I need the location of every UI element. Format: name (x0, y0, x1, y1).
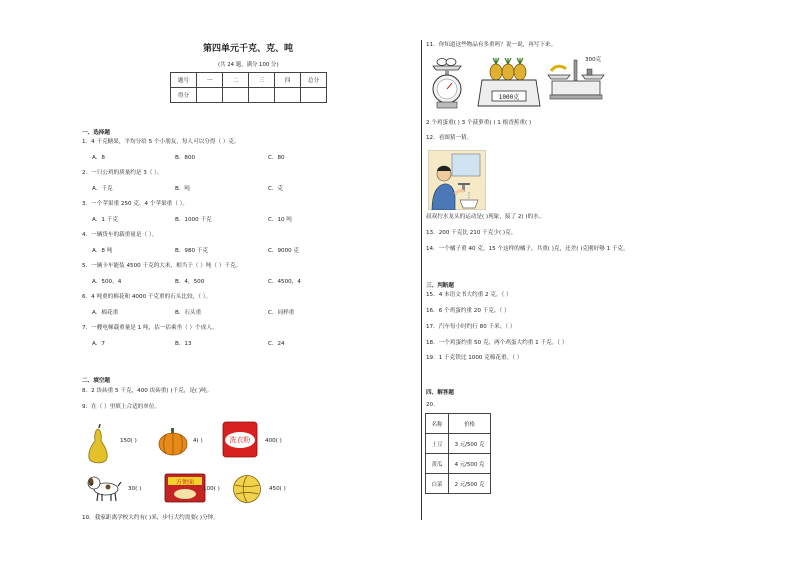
q9-blank-noodle[interactable]: 100( ) (203, 486, 220, 492)
scale-display-value: 1000克 (498, 94, 520, 101)
question-12: 12．看图猜一猜。 (426, 135, 473, 141)
banana-icon (551, 66, 566, 71)
score-input-cell[interactable] (249, 88, 275, 103)
instant-noodle-icon (164, 473, 206, 503)
page-title: 第四单元千克、克、吨 (203, 44, 294, 54)
price-table (425, 413, 491, 494)
price-item-name: 黄瓜 (426, 454, 449, 474)
spring-scale-eggs-icon (428, 55, 466, 110)
score-header-cell: 二 (223, 73, 249, 88)
table-row (426, 434, 491, 454)
q5-option-a[interactable]: A．500，4 (92, 279, 122, 285)
question-10: 10．我家距离学校大约有( )米，步行大约需要( )分钟。 (82, 515, 219, 521)
table-row (426, 454, 491, 474)
question-3: 3．一个苹果重 250 克，4 个苹果重（ ）。 (82, 201, 189, 207)
question-5: 5．一辆卡车能装 4500 千克的大米，相当于（ ）吨（ ）千克。 (82, 263, 242, 269)
q6-option-c[interactable]: C．同样重 (268, 310, 295, 316)
section-fill-heading: 二、填空题 (82, 378, 110, 384)
question-9: 9．在（ ）里填上合适的单位。 (82, 404, 161, 410)
price-item-value: 2 元/500 克 (449, 474, 491, 494)
question-14: 14．一个橘子重 40 克，15 个这样的橘子，共重( )克，还差( )克刚好够 1 千克。 (426, 246, 629, 252)
score-input-cell[interactable] (197, 88, 223, 103)
q2-option-c[interactable]: C．克 (268, 186, 284, 192)
electronic-scale-pineapples-icon (476, 58, 541, 110)
q9-blank-volleyball[interactable]: 450( ) (269, 486, 286, 492)
q9-blank-dog[interactable]: 30( ) (128, 486, 142, 492)
question-2: 2．一只公鸡的质量约是 3（ ）。 (82, 170, 163, 176)
q3-option-a[interactable]: A．1 千克 (92, 217, 118, 223)
price-table-header-row (426, 414, 491, 434)
q6-option-b[interactable]: B．石头重 (175, 310, 202, 316)
q4-option-a[interactable]: A．8 吨 (92, 248, 113, 254)
score-input-cell[interactable] (301, 88, 327, 103)
page-subtitle: (共 24 题，满分 100 分) (218, 62, 279, 68)
q7-option-b[interactable]: B．13 (175, 341, 192, 347)
q9-blank-detergent[interactable]: 400( ) (265, 438, 282, 444)
price-item-value: 4 元/500 克 (449, 454, 491, 474)
question-1: 1．4 千克糖果，平均分给 5 个小朋友，每人可以分得（ ）克。 (82, 139, 240, 145)
section-solve-heading: 四、解答题 (426, 390, 454, 396)
question-13: 13．200 千克比 210 千克少( )克。 (426, 230, 517, 236)
score-header-cell: 总分 (301, 73, 327, 88)
score-header-cell: 四 (275, 73, 301, 88)
score-table-header-row (171, 73, 327, 88)
table-row (426, 474, 491, 494)
pumpkin-icon (158, 428, 188, 456)
detergent-bag-icon (220, 420, 260, 460)
price-item-value: 3 元/500 克 (449, 434, 491, 454)
weight-icon (587, 69, 592, 75)
score-header-cell: 一 (197, 73, 223, 88)
q1-option-b[interactable]: B．800 (175, 155, 196, 161)
score-table (170, 72, 327, 103)
q7-option-c[interactable]: C．24 (268, 341, 285, 347)
pear-icon (86, 424, 110, 466)
question-17: 17．汽车每小时约行 80 千米。（ ） (426, 324, 516, 330)
question-11: 11．你知道这些物品有多重吗？说一说，再写下来。 (426, 42, 557, 48)
question-18: 18．一个鸡蛋约重 50 克，两个鸡蛋大约重 1 千克。（ ） (426, 340, 568, 346)
score-header-cell: 题号 (171, 73, 197, 88)
section-judge-heading: 三、判断题 (426, 283, 454, 289)
q3-option-c[interactable]: C．10 吨 (268, 217, 292, 223)
q1-option-c[interactable]: C．80 (268, 155, 285, 161)
noodle-label: 方便面 (175, 479, 195, 486)
balance-weight-label: 300克 (585, 57, 602, 63)
price-item-name: 白菜 (426, 474, 449, 494)
price-header-price: 价格 (449, 414, 491, 434)
score-row-label: 得分 (171, 88, 197, 103)
column-divider (421, 40, 422, 520)
score-header-cell: 三 (249, 73, 275, 88)
question-7: 7．一艘电梯载重量是 1 吨，估一估乘坐（ ）个成人。 (82, 325, 218, 331)
q7-option-a[interactable]: A．7 (92, 341, 105, 347)
q5-option-b[interactable]: B．4，500 (175, 279, 205, 285)
q4-option-b[interactable]: B．980 千克 (175, 248, 209, 254)
score-input-cell[interactable] (275, 88, 301, 103)
question-6: 6．4 吨重的棉花和 4000 千克重的石头比较，（ ）。 (82, 294, 212, 300)
q6-option-a[interactable]: A．棉花重 (92, 310, 119, 316)
q5-option-c[interactable]: C．4500，4 (268, 279, 301, 285)
q3-option-b[interactable]: B．1000 千克 (175, 217, 212, 223)
volleyball-icon (232, 474, 262, 504)
price-item-name: 土豆 (426, 434, 449, 454)
score-table-score-row (171, 88, 327, 103)
question-15: 15．4 本语文书大约重 2 克。（ ） (426, 292, 512, 298)
question-12-text: 叔叔拧水龙头的运动是( )现象，接了 2( )的水。 (426, 214, 545, 220)
q9-blank-pumpkin[interactable]: 4( ) (193, 438, 203, 444)
score-input-cell[interactable] (223, 88, 249, 103)
detergent-label: 洗衣粉 (229, 436, 251, 444)
q2-option-b[interactable]: B．吨 (175, 186, 191, 192)
question-16: 16．6 个鸡蛋约重 20 千克。（ ） (426, 308, 510, 314)
dog-icon (84, 474, 122, 502)
pineapple-icon (490, 58, 526, 80)
price-header-name: 名称 (426, 414, 449, 434)
q4-option-c[interactable]: C．9000 克 (268, 248, 300, 254)
faucet-scene-icon (428, 150, 486, 210)
question-4: 4．一辆货车的载重量是（ ）。 (82, 232, 158, 238)
question-11-answers: 2 个鸡蛋重( ) 3 个菠萝重( ) 1 根香蕉重( ) (426, 120, 532, 126)
question-20: 20． (426, 402, 439, 408)
q2-option-a[interactable]: A．千克 (92, 186, 113, 192)
question-8: 8．2 块砖重 5 千克，400 块砖重( )千克，是( )吨。 (82, 388, 213, 394)
q1-option-a[interactable]: A．8 (92, 155, 105, 161)
q9-blank-pear[interactable]: 150( ) (120, 438, 137, 444)
section-choice-heading: 一、选择题 (82, 130, 110, 136)
question-19: 19．1 千克铁比 1000 克棉花重。（ ） (426, 355, 523, 361)
